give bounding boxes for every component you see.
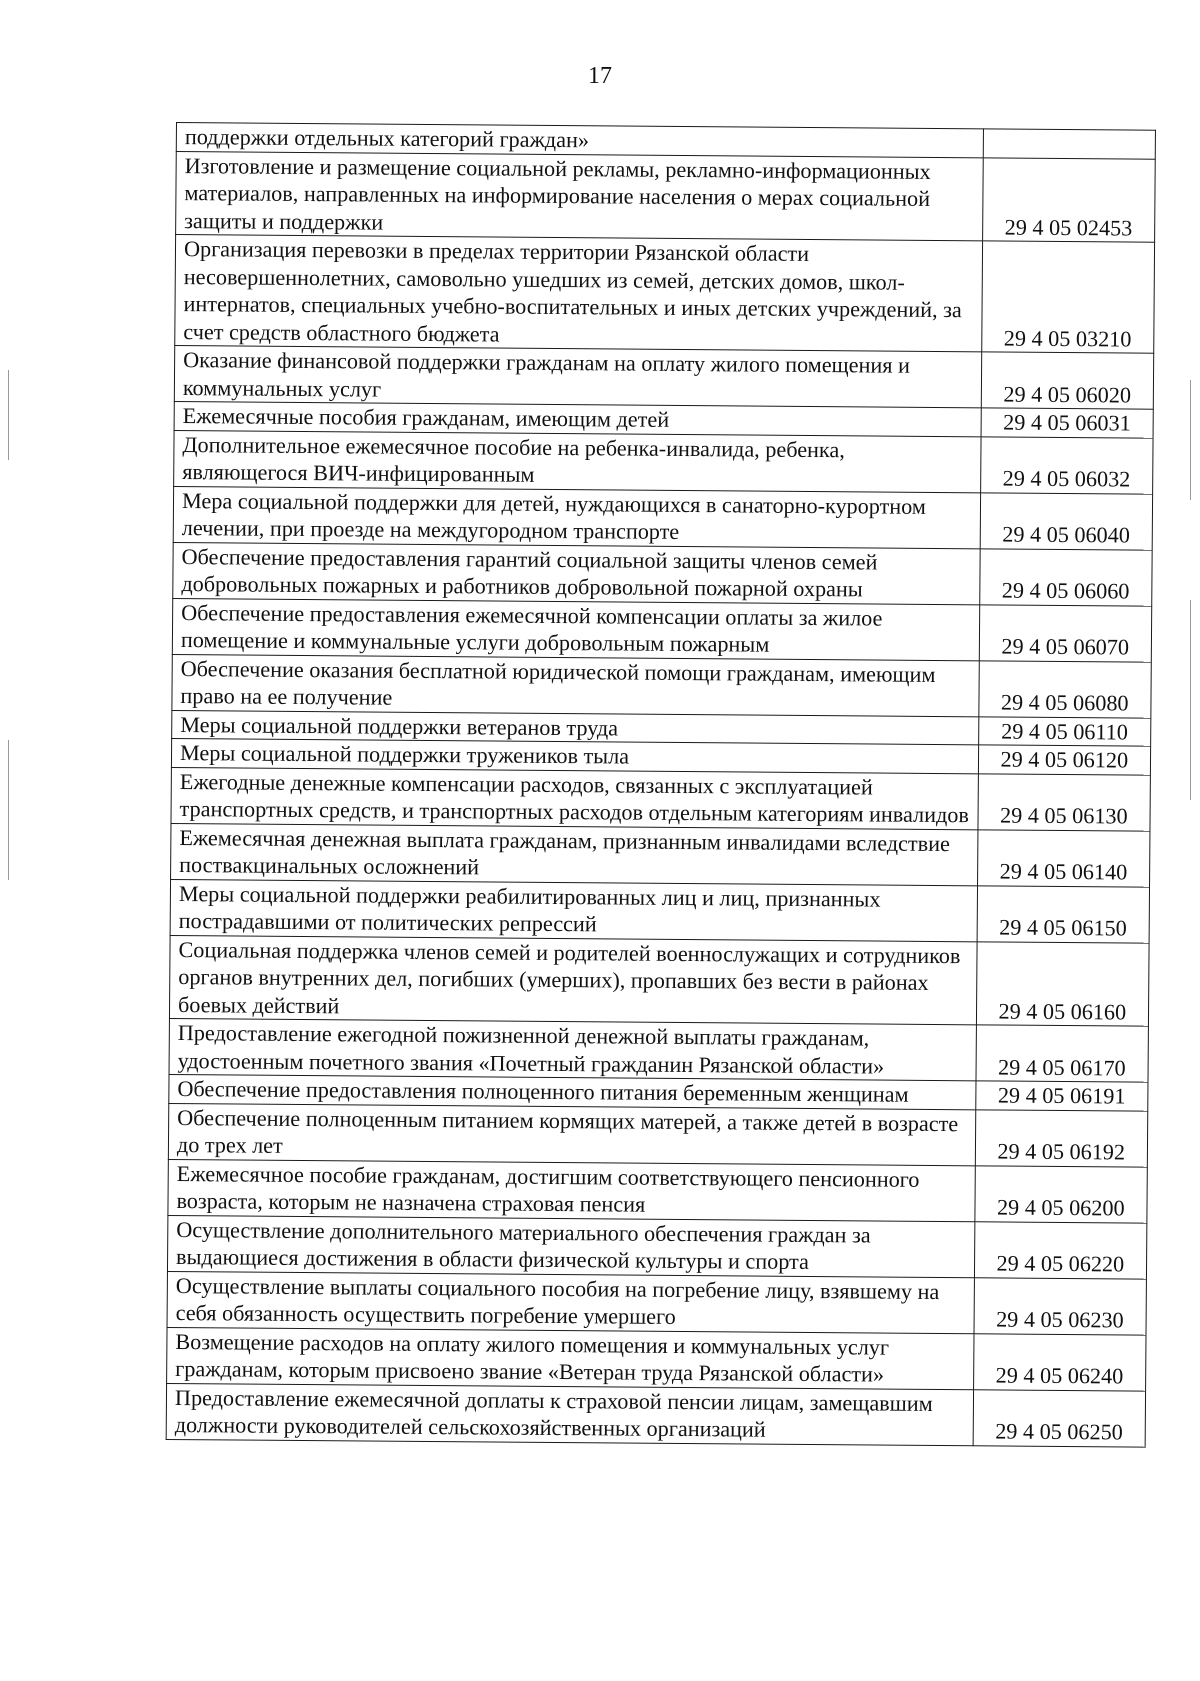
row-code: 29 4 05 06110	[978, 716, 1151, 746]
row-description: Ежемесячная денежная выплата гражданам, признанным инвалидами вследствие поствакцинальных осложнений	[171, 823, 978, 885]
row-description: Ежегодные денежные компенсации расходов, связанных с эксплуатацией транспортных средств, и транспортных расходов отдельным категориям инвалидов	[171, 767, 978, 829]
row-code: 29 4 05 06140	[977, 829, 1150, 886]
row-description: Ежемесячные пособия гражданам, имеющим детей	[174, 401, 981, 436]
budget-codes-table	[166, 122, 1156, 1447]
table-body	[166, 123, 1155, 1447]
table-row	[169, 935, 1149, 1026]
table-row	[170, 879, 1149, 943]
scan-artifact	[1190, 380, 1191, 500]
table-row	[168, 1103, 1147, 1167]
row-description: Дополнительное ежемесячное пособие на ребенка-инвалида, ребенка, являющегося ВИЧ-инфицированным	[174, 430, 981, 492]
table-row	[169, 1018, 1148, 1082]
row-code: 29 4 05 06031	[981, 408, 1154, 438]
row-code: 29 4 05 06200	[975, 1165, 1148, 1222]
table-row	[172, 598, 1151, 662]
row-code	[983, 129, 1156, 159]
row-description: Организация перевозки в пределах территории Рязанской области несовершеннолетних, самовольно ушедших из семей, детских домов, школ-интернатов, специальных учебно-воспитательных и иных детских учреждений, за счет средств областного бюджета	[175, 235, 982, 352]
table-row	[171, 767, 1150, 831]
row-description: Оказание финансовой поддержки гражданам на оплату жилого помещения и коммунальных услуг	[174, 345, 981, 407]
row-description: Меры социальной поддержки ветеранов труда	[172, 710, 979, 745]
row-description: Осуществление дополнительного материального обеспечения граждан за выдающиеся достижения в области физической культуры и спорта	[167, 1215, 974, 1277]
row-code: 29 4 05 06220	[974, 1221, 1147, 1278]
table-row	[174, 345, 1153, 409]
table-row	[167, 1215, 1146, 1279]
table-row	[167, 1271, 1146, 1335]
row-code: 29 4 05 06070	[979, 604, 1152, 661]
row-code: 29 4 05 03210	[981, 241, 1154, 353]
row-description: Меры социальной поддержки реабилитированных лиц и лиц, признанных пострадавшими от политических репрессий	[170, 879, 977, 941]
table-row	[176, 151, 1156, 242]
row-description: Предоставление ежемесячной доплаты к страховой пенсии лицам, замещавшим должности руководителей сельскохозяйственных организаций	[166, 1383, 973, 1445]
row-code: 29 4 05 06032	[980, 436, 1153, 493]
row-code: 29 4 05 06020	[981, 352, 1154, 409]
table-row	[173, 486, 1152, 550]
table-row	[172, 654, 1151, 718]
row-description: Возмещение расходов на оплату жилого помещения и коммунальных услуг гражданам, которым присвоено звание «Ветеран труда Рязанской области»	[167, 1327, 974, 1389]
row-code: 29 4 05 06040	[980, 492, 1153, 549]
scan-artifact	[8, 370, 9, 460]
scan-artifact	[1190, 600, 1191, 800]
row-code: 29 4 05 06191	[975, 1081, 1148, 1111]
page-number: 17	[588, 63, 612, 89]
row-description: Мера социальной поддержки для детей, нуждающихся в санаторно-курортном лечении, при проезде на междугородном транспорте	[173, 486, 980, 548]
row-code: 29 4 05 06250	[973, 1389, 1146, 1446]
row-code: 29 4 05 06120	[978, 745, 1151, 775]
row-description: Меры социальной поддержки тружеников тыла	[171, 738, 978, 773]
table-row	[171, 823, 1150, 887]
row-code: 29 4 05 06230	[974, 1277, 1147, 1334]
row-description: Изготовление и размещение социальной рекламы, рекламно-информационных материалов, направленных на информирование населения о мерах социальной защиты и поддержки	[176, 151, 983, 241]
row-code: 29 4 05 06130	[978, 773, 1151, 830]
row-description: Осуществление выплаты социального пособия на погребение лицу, взявшему на себя обязанность осуществить погребение умершего	[167, 1271, 974, 1333]
table-row	[166, 1383, 1145, 1447]
row-code: 29 4 05 06192	[975, 1109, 1148, 1166]
row-code: 29 4 05 06080	[978, 660, 1151, 717]
row-code: 29 4 05 06170	[976, 1025, 1149, 1082]
row-code: 29 4 05 06160	[976, 941, 1149, 1026]
row-code: 29 4 05 02453	[982, 157, 1155, 242]
row-description: Обеспечение предоставления ежемесячной компенсации оплаты за жилое помещение и коммунальные услуги добровольным пожарным	[172, 598, 979, 660]
table-row	[175, 235, 1155, 354]
table-row	[173, 542, 1152, 606]
row-code: 29 4 05 06240	[973, 1333, 1146, 1390]
table-row	[168, 1159, 1147, 1223]
row-description: Обеспечение предоставления гарантий социальной защиты членов семей добровольных пожарных и работников добровольной пожарной охраны	[173, 542, 980, 604]
row-code: 29 4 05 06150	[977, 885, 1150, 942]
row-description: Обеспечение предоставления полноценного питания беременным женщинам	[169, 1074, 976, 1109]
row-description: Социальная поддержка членов семей и родителей военнослужащих и сотрудников органов внутренних дел, погибших (умерших), пропавших без вести в районах боевых действий	[169, 935, 976, 1025]
table-row	[174, 430, 1153, 494]
row-description: Предоставление ежегодной пожизненной денежной выплаты гражданам, удостоенным почетного звания «Почетный гражданин Рязанской области»	[169, 1018, 976, 1080]
scan-artifact	[8, 740, 9, 880]
row-description: Ежемесячное пособие гражданам, достигшим соответствующего пенсионного возраста, которым не назначена страховая пенсия	[168, 1159, 975, 1221]
row-description: Обеспечение оказания бесплатной юридической помощи гражданам, имеющим право на ее получение	[172, 654, 979, 716]
table-row	[167, 1327, 1146, 1391]
row-description: поддержки отдельных категорий граждан»	[176, 123, 983, 158]
row-description: Обеспечение полноценным питанием кормящих матерей, а также детей в возрасте до трех лет	[168, 1103, 975, 1165]
row-code: 29 4 05 06060	[979, 548, 1152, 605]
